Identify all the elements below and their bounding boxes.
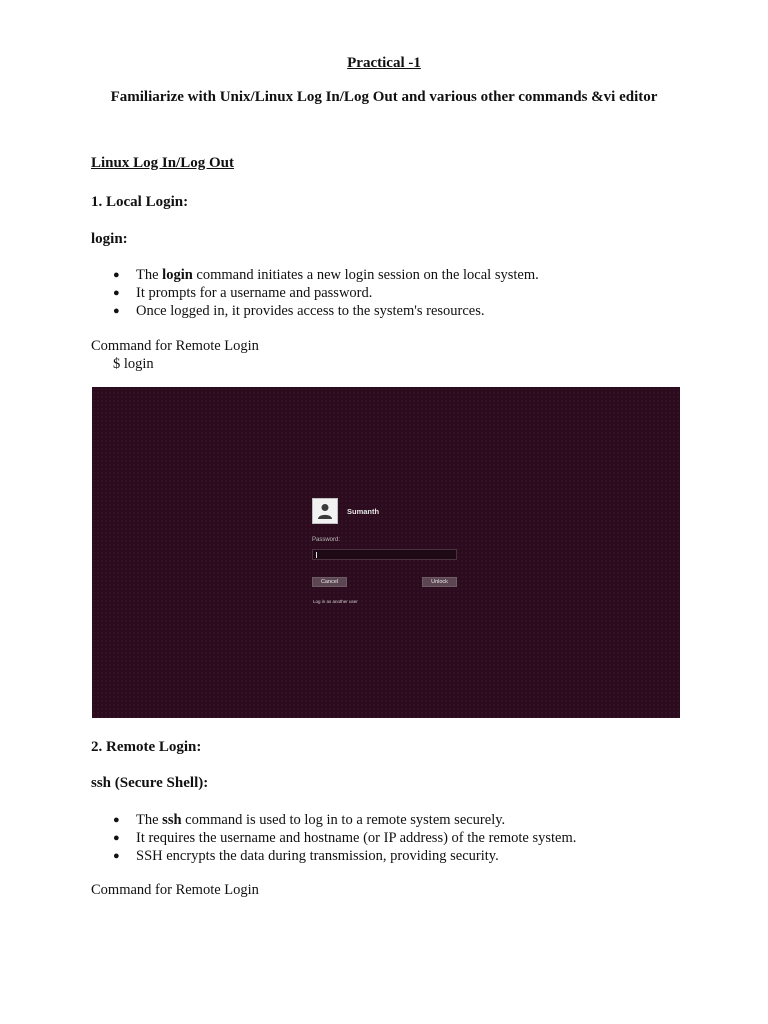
bullet-icon: ● — [113, 832, 120, 844]
unlock-button[interactable]: Unlock — [422, 577, 457, 587]
bullet-icon: ● — [113, 287, 120, 299]
section-heading: Linux Log In/Log Out — [91, 155, 234, 171]
page-subtitle: Familiarize with Unix/Linux Log In/Log Out and various other commands &vi editor — [110, 89, 658, 105]
bullet-text-pre: The — [136, 812, 163, 828]
list-item — [91, 302, 539, 320]
list-item — [91, 811, 576, 829]
user-avatar — [312, 498, 338, 524]
list-item — [91, 829, 576, 847]
remote-login-bullets — [91, 811, 576, 865]
bullet-text: It prompts for a username and password. — [136, 285, 373, 301]
bullet-text: It requires the username and hostname (or IP address) of the remote system. — [136, 830, 577, 846]
list-item — [91, 284, 539, 302]
bullet-icon: ● — [113, 269, 120, 281]
cancel-button[interactable]: Cancel — [312, 577, 347, 587]
bullet-text: Once logged in, it provides access to the system's resources. — [136, 303, 485, 319]
bullet-text: SSH encrypts the data during transmission, providing security. — [136, 848, 499, 864]
text-caret — [316, 552, 317, 558]
bullet-text-pre: The — [136, 267, 163, 283]
login-screenshot — [92, 387, 680, 718]
remote-login-heading: 2. Remote Login: — [91, 739, 202, 755]
remote-command-label: Command for Remote Login — [91, 882, 259, 898]
bullet-icon: ● — [113, 305, 120, 317]
bullet-text-bold: ssh — [162, 812, 182, 828]
login-as-another-user-link[interactable]: Log in as another user — [313, 599, 358, 604]
bullet-icon: ● — [113, 814, 120, 826]
bullet-text-bold: login — [162, 267, 193, 283]
login-command-heading: login: — [91, 231, 128, 247]
command-label: Command for Remote Login — [91, 338, 259, 354]
username-label: Sumanth — [347, 507, 380, 516]
page-title: Practical -1 — [347, 55, 421, 71]
password-input[interactable] — [312, 549, 457, 560]
local-login-heading: 1. Local Login: — [91, 194, 189, 210]
bullet-text-post: command is used to log in to a remote system securely. — [181, 812, 506, 828]
command-text: $ login — [113, 356, 154, 372]
ssh-command-heading: ssh (Secure Shell): — [91, 775, 209, 791]
list-item — [91, 847, 576, 865]
user-icon — [316, 502, 334, 520]
local-login-bullets — [91, 266, 539, 320]
list-item — [91, 266, 539, 284]
bullet-text-post: command initiates a new login session on the local system. — [192, 267, 539, 283]
bullet-icon: ● — [113, 850, 120, 862]
password-label: Password: — [312, 537, 341, 543]
